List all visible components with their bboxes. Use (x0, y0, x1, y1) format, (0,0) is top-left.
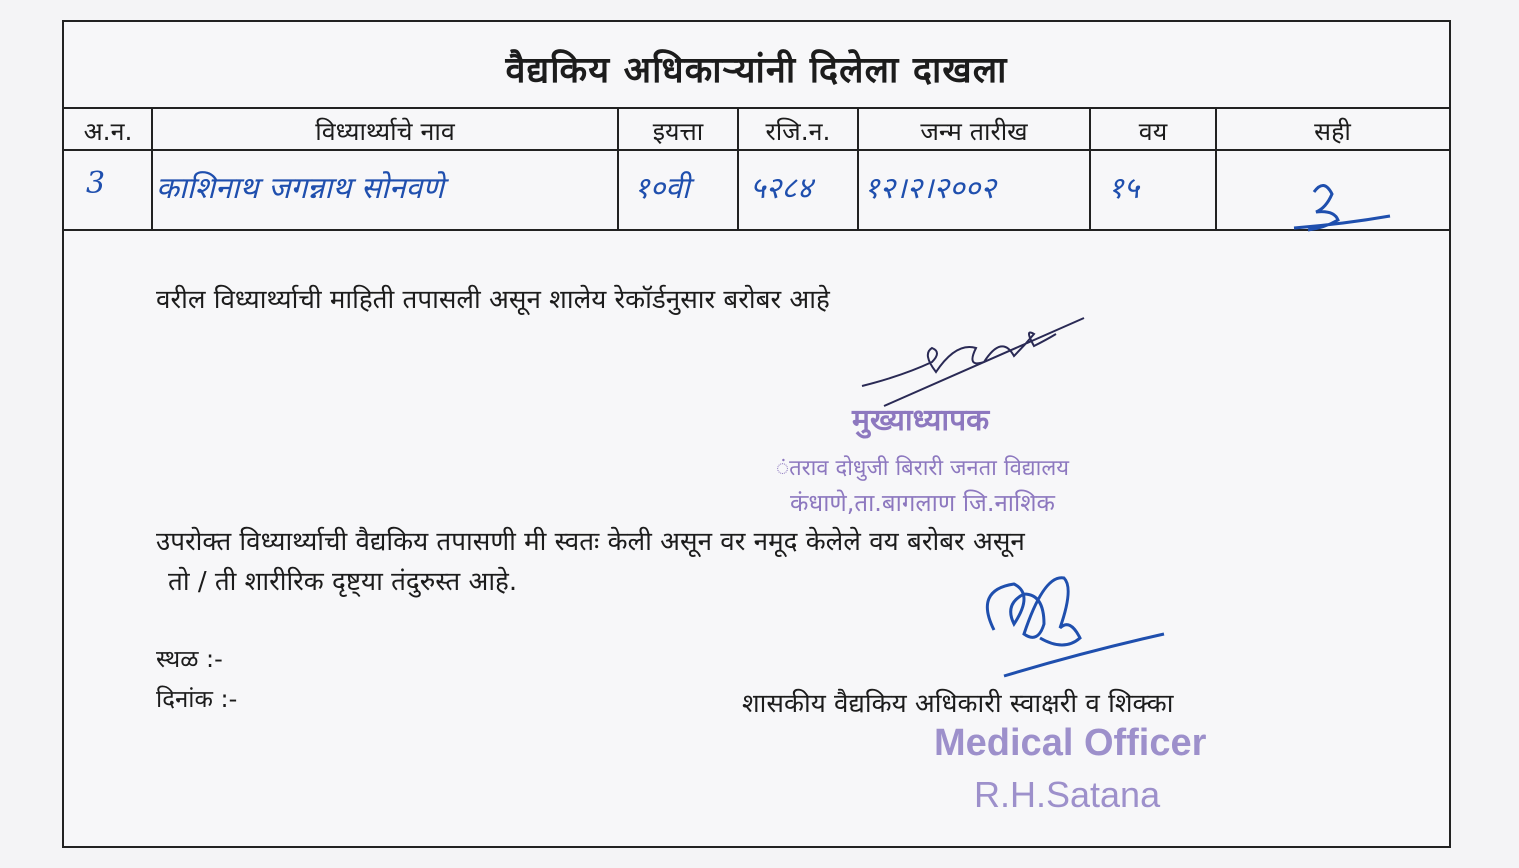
row-dob: १२।२।२००२ (864, 171, 996, 206)
row-reg-no: ५२८४ (750, 171, 813, 206)
verification-text: वरील विध्यार्थ्याची माहिती तपासली असून शालेय रेकॉर्डनुसार बरोबर आहे (156, 285, 830, 315)
school-stamp-line1: ंतराव दोधुजी बिरारी जनता विद्यालय (776, 456, 1070, 481)
officer-label: शासकीय वैद्यकिय अधिकारी स्वाक्षरी व शिक्का (742, 689, 1174, 719)
row-age: १५ (1108, 171, 1140, 206)
certificate-frame (62, 20, 1451, 848)
medical-stamp-line1: Medical Officer (934, 722, 1207, 764)
medical-officer-signature (964, 550, 1174, 680)
header-class: इयत्ता (652, 117, 704, 146)
header-age: वय (1138, 117, 1168, 146)
medical-text-line1: उपरोक्त विध्यार्थ्याची वैद्यकिय तपासणी मी स्वतः केली असून वर नमूद केलेले वय बरोबर असून (156, 527, 1025, 557)
school-stamp-line2: कंधाणे,ता.बागलाण जि.नाशिक (790, 489, 1055, 517)
certificate-title: वैद्यकिय अधिकाऱ्यांनी दिलेला दाखला (505, 50, 1008, 91)
student-signature (1274, 172, 1394, 232)
header-dob: जन्म तारीख (920, 117, 1028, 146)
row-serial: 3 (86, 166, 106, 201)
header-student-name: विध्यार्थ्याचे नाव (315, 117, 455, 146)
place-label: स्थळ :- (156, 645, 223, 673)
row-student-name: काशिनाथ जगन्नाथ सोनवणे (156, 171, 444, 206)
medical-stamp-line2: R.H.Satana (974, 774, 1161, 815)
headmaster-label: मुख्याध्यापक (852, 403, 990, 438)
row-class: १०वी (634, 171, 690, 206)
header-reg-no: रजि.न. (765, 117, 831, 146)
date-label: दिनांक :- (156, 685, 238, 713)
header-serial: अ.न. (83, 117, 133, 146)
header-signature: सही (1314, 117, 1351, 146)
medical-text-line2: तो / ती शारीरिक दृष्ट्या तंदुरुस्त आहे. (168, 567, 518, 597)
